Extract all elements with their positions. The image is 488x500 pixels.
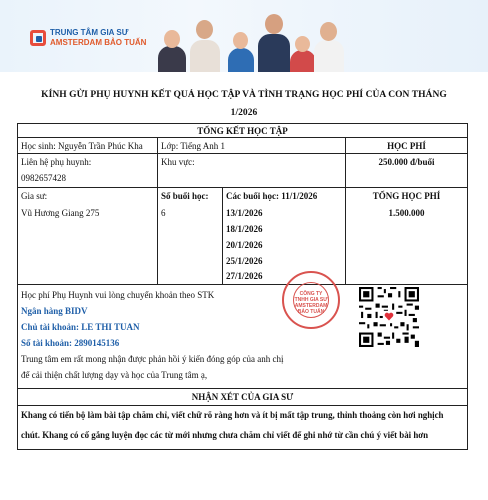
session-date: 18/1/2026	[226, 224, 263, 234]
session-date: 25/1/2026	[226, 256, 263, 266]
total-fee-value: 1.500.000	[388, 208, 425, 218]
review-title: NHẬN XÉT CỦA GIA SƯ	[191, 392, 294, 402]
area-label: Khu vực:	[161, 157, 195, 167]
sessions-label: Số buổi học:	[161, 191, 209, 201]
account-owner: Chủ tài khoản: LE THI TUAN	[21, 322, 140, 332]
fee-value: 250.000 đ/buổi	[378, 157, 435, 167]
account-number: Số tài khoản: 2890145136	[21, 338, 120, 348]
parent-phone: 0982657428	[21, 173, 66, 183]
tutor-label: Gia sư:	[21, 191, 48, 201]
fee-label: HỌC PHÍ	[387, 141, 426, 151]
tutor-name: Vũ Hương Giang 275	[21, 208, 100, 218]
logo-icon	[30, 30, 46, 46]
payment-intro: Học phí Phụ Huynh vui lòng chuyển khoản theo STK	[21, 290, 215, 300]
session-date: 27/1/2026	[226, 271, 263, 281]
page-title: KÍNH GỬI PHỤ HUYNH KẾT QUẢ HỌC TẬP VÀ TÌNH TRẠNG HỌC PHÍ CỦA CON THÁNG	[41, 90, 447, 100]
review-text-1: Khang có tiến bộ làm bài tập chăm chỉ, viết chữ rõ ràng hơn và ít bị mất tập trung, thỉnh thoảng còn hơi nghịch	[21, 410, 444, 420]
summary-title: TỔNG KẾT HỌC TẬP	[197, 126, 288, 136]
header-banner	[0, 0, 488, 72]
page-title-month: 1/2026	[230, 108, 258, 118]
class-name: Lớp: Tiếng Anh 1	[161, 141, 226, 151]
student-name: Học sinh: Nguyễn Trần Phúc Kha	[21, 141, 143, 151]
total-fee-label: TỔNG HỌC PHÍ	[372, 191, 441, 201]
sessions-count: 6	[161, 208, 166, 218]
session-date: 20/1/2026	[226, 240, 263, 250]
center-logo	[30, 28, 146, 48]
logo-line2: AMSTERDAM BẢO TUẤN	[50, 38, 147, 47]
review-text-2: chút. Khang có cố gắng luyện đọc các từ mới nhưng chưa chăm chỉ viết để ghi nhớ từ cần chú ý viết bài hơn	[21, 430, 429, 440]
company-stamp	[282, 271, 340, 329]
parent-label: Liên hệ phụ huynh:	[21, 157, 92, 167]
stamp-text: CÔNG TY TNHH GIA SƯ AMSTERDAM BẢO TUẤN	[293, 282, 329, 318]
feedback-text-2: để cải thiện chất lượng dạy và học của Trung tâm ạ,	[21, 370, 208, 380]
session-date: 13/1/2026	[226, 208, 263, 218]
logo-line1: TRUNG TÂM GIA SƯ	[50, 28, 129, 37]
feedback-text-1: Trung tâm em rất mong nhận được phản hồi ý kiến đóng góp của anh chị	[21, 354, 284, 364]
dates-label: Các buổi học: 11/1/2026	[226, 191, 318, 201]
bank-name: Ngân hàng BIDV	[21, 306, 88, 316]
qr-code-icon	[359, 287, 419, 347]
